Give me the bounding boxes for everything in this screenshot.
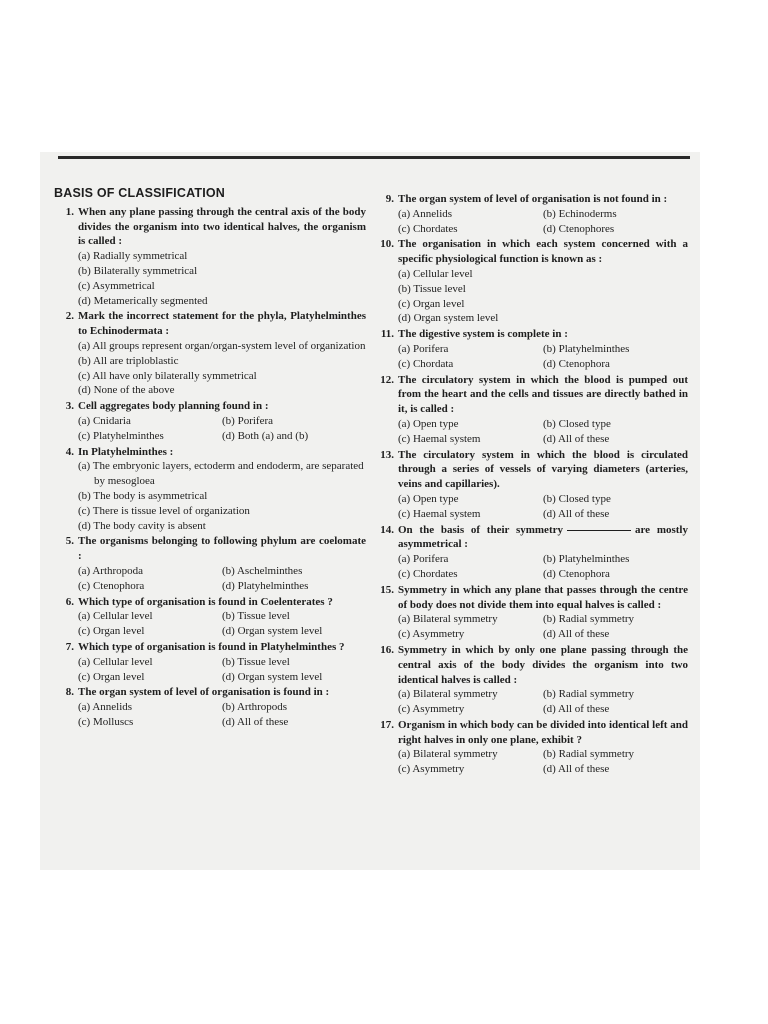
option-d: (d) All of these: [543, 703, 610, 716]
option-a: (a) Porifera: [398, 553, 449, 566]
option-b: (b) Arthropods: [222, 701, 288, 714]
question-number: 2.: [65, 310, 74, 323]
question-10: [374, 237, 688, 326]
option-c: (c) Haemal system: [398, 432, 481, 445]
option-d: (d) Ctenophora: [543, 357, 610, 370]
option-b: (b) Closed type: [543, 417, 611, 430]
option-b: (b) Platyhelminthes: [543, 342, 630, 355]
option-a: (a) Radially symmetrical: [78, 250, 188, 263]
option-b: (b) Closed type: [543, 492, 611, 505]
option-c: (c) Asymmetry: [398, 628, 465, 641]
option-b: (b) All are triploblastic: [78, 354, 179, 367]
option-d: (d) All of these: [543, 763, 610, 776]
question-stem: Mark the incorrect statement for the phyla, Platyhelminthes to Echinodermata :: [78, 310, 366, 338]
document-page: [40, 152, 700, 870]
question-number: 13.: [380, 448, 394, 461]
option-c: (c) Asymmetry: [398, 763, 465, 776]
question-stem: Organism in which body can be divided into identical left and right halves in only one plane, exhibit ?: [398, 718, 688, 746]
option-b: (b) Radial symmetry: [543, 613, 635, 626]
question-number: 17.: [380, 718, 394, 731]
fill-in-blank: [567, 530, 631, 531]
question-stem: When any plane passing through the central axis of the body divides the organism into two identical halves, the organism is called :: [78, 205, 366, 248]
question-14: [374, 523, 688, 582]
option-b: (b) Tissue level: [398, 282, 466, 295]
option-a: (a) Annelids: [398, 207, 453, 220]
question-stem: The organisms belonging to following phylum are coelomate :: [78, 535, 366, 563]
option-c: (c) Asymmetrical: [78, 279, 155, 292]
option-a: (a) Cellular level: [398, 267, 473, 280]
option-b: (b) Aschelminthes: [222, 564, 303, 577]
option-a: (a) Arthropoda: [78, 564, 144, 577]
question-stem: Cell aggregates body planning found in :: [78, 400, 269, 413]
option-c: (c) Organ level: [398, 297, 465, 310]
question-stem: The digestive system is complete in :: [398, 328, 568, 341]
question-8: [54, 685, 366, 729]
question-2: [54, 309, 366, 398]
question-number: 1.: [65, 205, 74, 218]
question-5: [54, 534, 366, 593]
question-stem-end: are mostly asymmetrical :: [398, 523, 688, 551]
question-stem: Symmetry in which any plane that passes through the centre of body does not divide them into equal halves is called :: [398, 583, 688, 611]
question-6: [54, 595, 366, 639]
question-13: [374, 448, 688, 522]
option-c: (c) Chordata: [398, 357, 454, 370]
option-c: (c) Asymmetry: [398, 703, 465, 716]
question-number: 15.: [380, 583, 394, 596]
option-c: (c) Molluscs: [78, 715, 134, 728]
option-b: (b) Tissue level: [222, 610, 290, 623]
option-d: (d) All of these: [543, 628, 610, 641]
header-rule: [58, 156, 690, 159]
question-number: 5.: [65, 535, 74, 548]
option-d: (d) All of these: [543, 432, 610, 445]
option-d: (d) None of the above: [78, 384, 175, 397]
option-c: (c) Chordates: [398, 222, 458, 235]
question-number: 3.: [65, 400, 74, 413]
question-stem: Which type of organisation is found in Coelenterates ?: [78, 595, 333, 608]
question-stem: The circulatory system in which the blood is pumped out from the heart and the cells and tissues are directly bathed in it, is called :: [398, 373, 688, 416]
question-4: [54, 445, 366, 534]
option-a: (a) Bilateral symmetry: [398, 748, 498, 761]
option-c: (c) Platyhelminthes: [78, 429, 164, 442]
question-9: [374, 192, 688, 236]
option-a: (a) Annelids: [78, 701, 133, 714]
question-stem: The organ system of level of organisation is found in :: [78, 686, 330, 699]
option-a: (a) Cellular level: [78, 610, 153, 623]
left-column: [54, 186, 366, 731]
question-16: [374, 643, 688, 717]
option-c: (c) All have only bilaterally symmetrical: [78, 369, 257, 382]
question-number: 4.: [65, 445, 74, 458]
option-d: (d) Ctenophora: [543, 567, 610, 580]
option-b: (b) Radial symmetry: [543, 748, 635, 761]
option-a: (a) Bilateral symmetry: [398, 613, 498, 626]
option-a: (a) Bilateral symmetry: [398, 688, 498, 701]
question-11: [374, 327, 688, 371]
option-a: (a) Porifera: [398, 342, 449, 355]
question-number: 12.: [380, 373, 394, 386]
option-c: (c) Chordates: [398, 567, 458, 580]
question-stem: Which type of organisation is found in Platyhelminthes ?: [78, 640, 345, 653]
question-stem: In Platyhelminthes :: [78, 445, 174, 458]
option-d: (d) The body cavity is absent: [78, 519, 206, 532]
question-number: 6.: [65, 595, 74, 608]
option-d: (d) Organ system level: [398, 312, 499, 325]
option-b: (b) Bilaterally symmetrical: [78, 264, 198, 277]
question-stem: Symmetry in which by only one plane passing through the central axis of the body divides the organism into two identical halves is called :: [398, 643, 688, 686]
option-a: (a) Cellular level: [78, 655, 153, 668]
option-d: (d) All of these: [222, 715, 289, 728]
question-15: [374, 583, 688, 642]
question-12: [374, 373, 688, 447]
question-stem: The organisation in which each system concerned with a specific physiological function is known as :: [398, 238, 688, 266]
question-number: 8.: [65, 686, 74, 699]
option-a: (a) Cnidaria: [78, 414, 131, 427]
option-c: (c) Organ level: [78, 625, 145, 638]
option-c: (c) Organ level: [78, 670, 145, 683]
question-number: 10.: [380, 238, 394, 251]
option-b: (b) Porifera: [222, 414, 274, 427]
option-d: (d) Organ system level: [222, 625, 323, 638]
question-stem-start: On the basis of their symmetry: [398, 523, 563, 536]
option-a: (a) Open type: [398, 492, 459, 505]
option-d: (d) Ctenophores: [543, 222, 615, 235]
option-a: (a) All groups represent organ/organ-system level of organization: [78, 339, 366, 352]
question-stem: The circulatory system in which the blood is circulated through a series of vessels of varying diameters (arteries, veins and capillaries).: [398, 448, 688, 491]
question-7: [54, 640, 366, 684]
option-d: (d) Both (a) and (b): [222, 429, 309, 442]
section-title: BASIS OF CLASSIFICATION: [54, 186, 226, 200]
question-1: [54, 205, 366, 309]
option-c: (c) Ctenophora: [78, 579, 145, 592]
option-b: (b) Echinoderms: [543, 207, 617, 220]
option-c: (c) There is tissue level of organization: [78, 504, 250, 517]
option-a: (a) Open type: [398, 417, 459, 430]
question-number: 7.: [65, 640, 74, 653]
question-number: 16.: [380, 643, 394, 656]
option-c: (c) Haemal system: [398, 507, 481, 520]
option-b: (b) The body is asymmetrical: [78, 489, 208, 502]
option-a: (a) The embryonic layers, ectoderm and endoderm, are separated by mesogloea: [78, 460, 364, 488]
option-d: (d) All of these: [543, 507, 610, 520]
option-d: (d) Metamerically segmented: [78, 294, 208, 307]
question-number: 9.: [385, 193, 394, 205]
question-3: [54, 399, 366, 443]
option-b: (b) Tissue level: [222, 655, 290, 668]
right-column: [374, 192, 688, 778]
option-b: (b) Platyhelminthes: [543, 553, 630, 566]
option-d: (d) Organ system level: [222, 670, 323, 683]
question-number: 11.: [380, 328, 394, 341]
option-d: (d) Platyhelminthes: [222, 579, 309, 592]
question-stem: The organ system of level of organisation is not found in :: [398, 193, 668, 205]
option-b: (b) Radial symmetry: [543, 688, 635, 701]
question-number: 14.: [380, 523, 394, 536]
question-17: [374, 718, 688, 777]
